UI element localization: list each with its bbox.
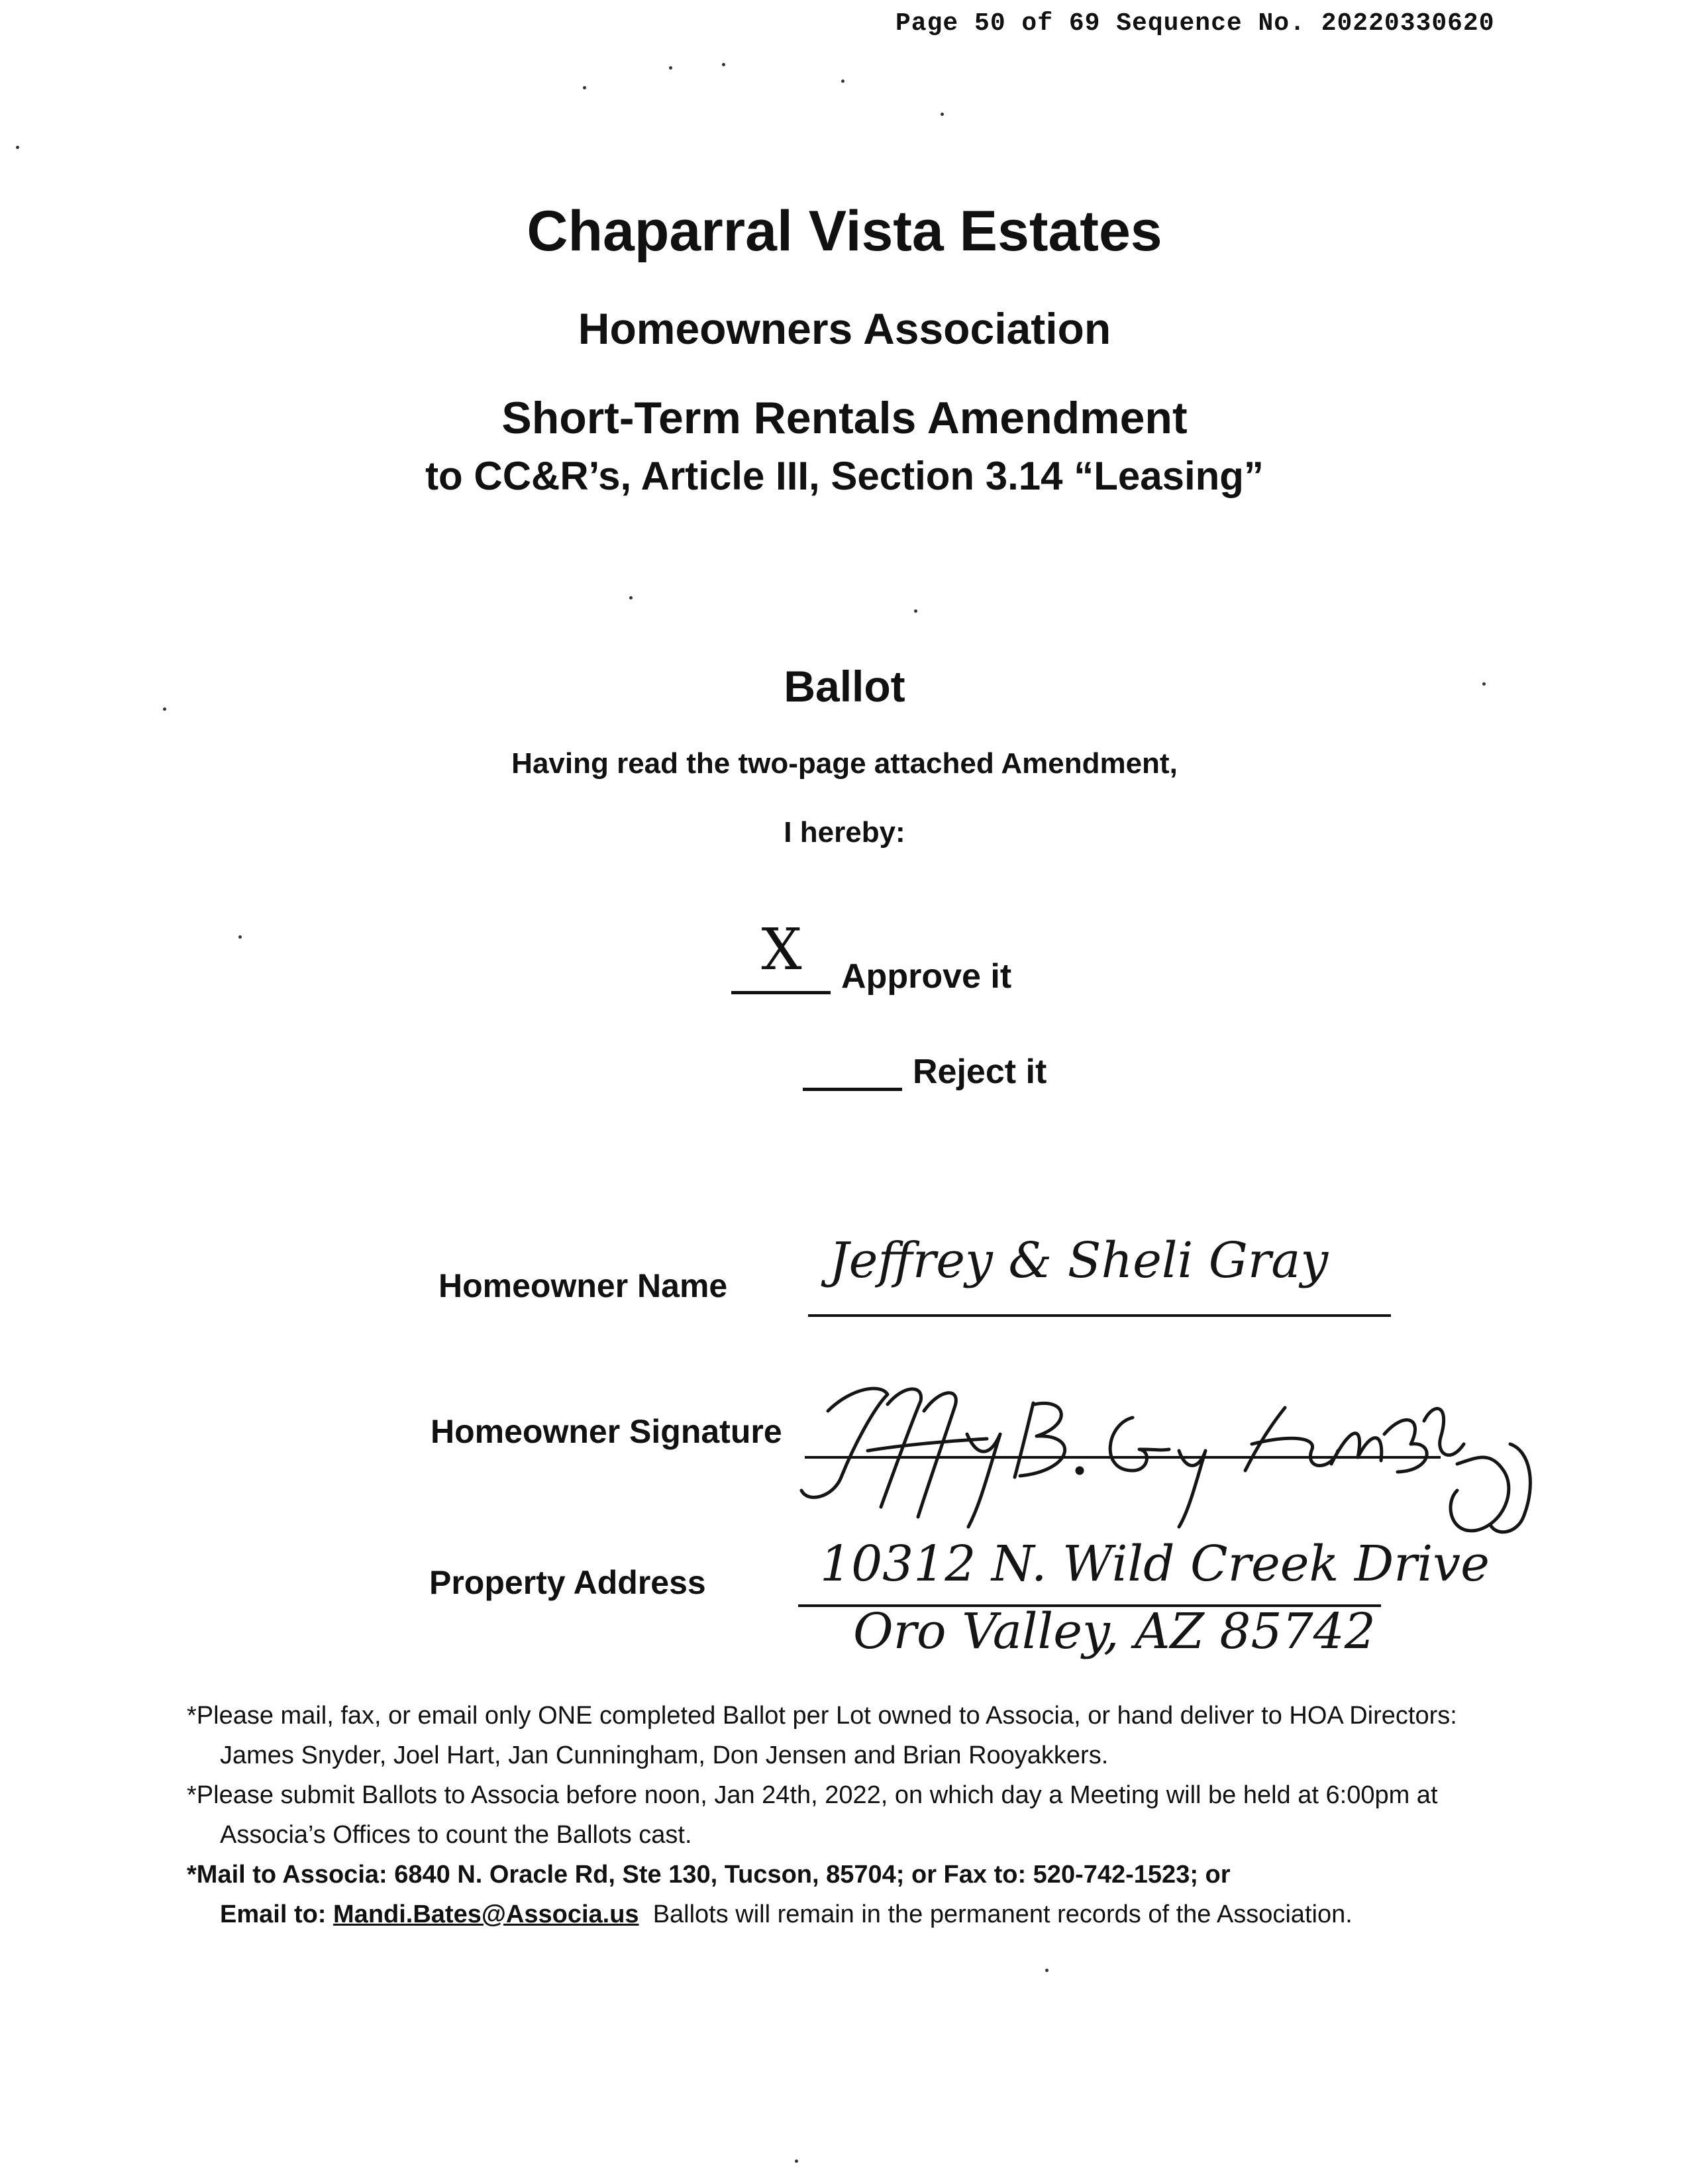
property-address-line2[interactable]: Oro Valley, AZ 85742 <box>853 1603 1376 1660</box>
handwritten-signature[interactable] <box>788 1371 1557 1550</box>
amendment-title: Short-Term Rentals Amendment <box>501 393 1188 443</box>
instruction-note-3 <box>187 1855 1525 1934</box>
homeowner-signature-label: Homeowner Signature <box>431 1413 782 1450</box>
approve-blank <box>731 991 831 994</box>
scan-speck <box>238 935 242 939</box>
amendment-reference: to CC&R’s, Article III, Section 3.14 “Leasing” <box>425 454 1264 498</box>
scan-speck <box>583 86 586 89</box>
approve-x-mark: X <box>761 917 802 983</box>
property-address-line1[interactable]: 10312 N. Wild Creek Drive <box>820 1535 1490 1592</box>
scan-speck <box>795 2159 798 2163</box>
scan-speck <box>914 609 917 613</box>
scan-speck <box>1482 682 1486 686</box>
instruction-note-3-records: Ballots will remain in the permanent records of the Association. <box>652 1900 1353 1928</box>
homeowner-name-label: Homeowner Name <box>438 1267 728 1304</box>
homeowner-name-value[interactable]: Jeffrey & Sheli Gray <box>829 1232 1329 1289</box>
instruction-note-2-text: *Please submit Ballots to Associa before noon, Jan 24th, 2022, on which day a Meeting will be held at 6:00pm at Associa’s Offices to count the Ballots cast. <box>187 1781 1438 1849</box>
approve-option[interactable] <box>729 917 1033 1007</box>
scan-speck <box>941 113 944 116</box>
approve-label: Approve it <box>841 957 1012 996</box>
instruction-note-3-mail-fax: *Mail to Associa: 6840 N. Oracle Rd, Ste 130, Tucson, 85704; or Fax to: 520-742-1523; or <box>187 1861 1231 1889</box>
instructions-block <box>187 1696 1525 1934</box>
instruction-note-3-email-label: Email to: <box>220 1900 327 1928</box>
page-sequence-header: Page 50 of 69 Sequence No. 20220330620 <box>896 9 1495 38</box>
instruction-note-1-text: *Please mail, fax, or email only ONE completed Ballot per Lot owned to Associa, or hand deliver to HOA Directors: James Snyder, Joel Hart, Jan Cunningham, Don Jensen and Brian Rooyakkers. <box>187 1702 1457 1769</box>
reject-label: Reject it <box>913 1053 1047 1091</box>
scan-speck <box>722 63 725 66</box>
instruction-note-2 <box>187 1775 1525 1855</box>
association-title: Chaparral Vista Estates <box>527 199 1162 263</box>
reject-option[interactable] <box>800 1040 1092 1100</box>
instruction-note-1 <box>187 1696 1525 1775</box>
ballot-intro-line2: I hereby: <box>784 816 905 849</box>
property-address-label: Property Address <box>429 1564 706 1601</box>
scan-speck <box>16 146 19 149</box>
associa-email-link[interactable]: Mandi.Bates@Associa.us <box>333 1900 639 1928</box>
association-subtitle: Homeowners Association <box>578 304 1111 353</box>
reject-blank <box>803 1088 902 1091</box>
scan-speck <box>1045 1969 1049 1972</box>
scan-speck <box>669 66 672 70</box>
scan-speck <box>841 79 844 83</box>
ballot-intro-line1: Having read the two-page attached Amendment, <box>511 747 1178 780</box>
scan-speck <box>629 596 633 599</box>
homeowner-name-line <box>808 1314 1391 1317</box>
ballot-heading: Ballot <box>784 662 905 711</box>
scan-speck <box>163 707 166 711</box>
